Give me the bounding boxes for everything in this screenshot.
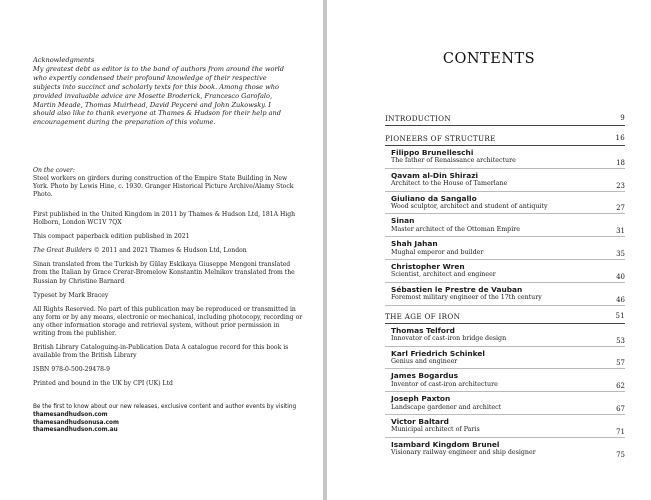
copyright-line [33,247,303,255]
promo-text: Be the first to know about our new releases, exclusive content and author events by visiting [33,404,297,410]
toc-entry-name: Shah Jahan [391,239,438,249]
toc-entry-desc: Scientist, architect and engineer [391,271,496,279]
toc-entry-desc: Municipal architect of Paris [391,426,480,434]
toc-entry-name: Sébastien le Prestre de Vauban [391,284,523,294]
toc-page-number: 67 [616,404,625,413]
toc-page-number: 71 [616,427,625,436]
toc-entry-name: Isambard Kingdom Brunel [391,439,500,449]
toc-page-number: 23 [616,181,625,190]
toc-page-number: 62 [616,382,625,391]
toc-page-number: 46 [616,295,625,304]
imprint [33,211,303,389]
toc-section-label: PIONEERS OF STRUCTURE [385,134,496,143]
toc-entry[interactable] [385,369,625,392]
toc-entry[interactable] [385,324,625,347]
acknowledgments-text: My greatest debt as editor is to the band of authors from around the world who expertly condensed their profound knowledge of their respective subjects into succinct and scholarly texts for this book. Among those who provided invaluable advice are Mosette Broderick, Francesco Garofalo, Martin Meade, Thomas Muirhead, David Peyceré and John Zukowsky. I should also like to thank everyone at Thames & Hudson for their help and encouragement during the preparation of this volume. [33,64,284,127]
toc-entry-desc: Wood sculptor, architect and student of antiquity [391,203,548,211]
toc-entry-name: Filippo Brunelleschi [391,148,474,157]
left-page [0,0,323,500]
cip-data: British Library Cataloguing-in-Publication Data A catalogue record for this book is available from the British Library [33,344,289,360]
toc-page-number: 40 [616,272,625,281]
toc-page-number: 51 [615,311,625,320]
toc-entry-desc: Foremost military engineer of the 17th century [391,294,542,302]
toc-page-number: 9 [620,114,625,122]
toc-page-number: 57 [616,359,625,368]
toc-introduction[interactable] [385,113,625,126]
toc-entry[interactable] [385,146,625,169]
toc-entry-desc: Mughal emperor and builder [391,248,484,256]
toc-entry-name: Qavam al-Din Shirazi [391,170,479,180]
toc-entry-desc: Landscape gardener and architect [391,403,502,411]
toc-page-number: 31 [616,227,625,236]
toc-entry-name: Thomas Telford [391,325,455,335]
copyright-rest: © 2011 and 2021 Thames & Hudson Ltd, London [91,247,247,255]
toc-entry[interactable] [385,438,625,460]
promo-url[interactable]: thamesandhudson.com.au [33,426,118,433]
toc-entry[interactable] [385,237,625,260]
toc-entry-desc: Innovator of cast-iron bridge design [391,335,507,343]
toc-entry-name: Giuliano da Sangallo [391,193,477,203]
toc-entry[interactable] [385,283,625,306]
toc-entry[interactable] [385,192,625,215]
toc-section-label: INTRODUCTION [385,114,451,123]
toc-entry-desc: Inventor of cast-iron architecture [391,380,498,388]
promo-url[interactable]: thamesandhudsonusa.com [33,419,119,426]
translation-credits: Sinan translated from the Turkish by Gülay Eskikaya Giuseppe Mengoni translated from the Italian by Grace Crerar-Bromelow Konstantin Melnikov translated from the Russian by Christine Barnard [33,261,295,285]
copyright-title: The Great Builders [33,247,92,255]
toc-entry-name: Sinan [391,216,415,226]
promo [33,404,303,434]
cover-credit-text: Steel workers on girders during construction of the Empire State Building in New York. Photo by Lewis Hine, c. 1930. Granger Historical Picture Archive/Alamy Stock Photo. [33,175,294,199]
toc-page-number: 16 [615,134,625,142]
first-published: First published in the United Kingdom in 2011 by Thames & Hudson Ltd, 181A High Holborn, London WC1V 7QX [33,211,296,227]
toc-entry-desc: The father of Renaissance architecture [391,157,516,165]
toc-page-number: 27 [616,204,625,213]
toc-entry-desc: Architect to the House of Tamerlane [391,180,508,188]
contents-title: CONTENTS [442,51,536,67]
toc-section-label: THE AGE OF IRON [385,311,461,321]
toc-entry-desc: Genius and engineer [391,357,458,365]
toc-page-number: 75 [616,450,625,459]
cover-credit [33,167,303,199]
cover-credit-heading: On the cover: [33,167,75,174]
toc-section-age-of-iron[interactable] [385,311,625,324]
table-of-contents [385,113,625,460]
isbn: ISBN 978-0-500-29478-9 [33,366,110,374]
acknowledgments-heading: Acknowledgments [33,56,95,64]
toc-entry-desc: Visionary railway engineer and ship designer [391,449,536,457]
paperback-edition: This compact paperback edition published in 2021 [33,233,190,241]
toc-entry-desc: Master architect of the Ottoman Empire [391,225,520,233]
toc-entry[interactable] [385,169,625,192]
toc-entry[interactable] [385,392,625,415]
toc-page-number: 18 [616,158,625,167]
toc-entry-name: Karl Friedrich Schinkel [391,348,485,358]
printer-credit: Printed and bound in the UK by CPI (UK) Ltd [33,380,173,388]
toc-section-pioneers[interactable] [385,133,625,146]
toc-entry-name: Victor Baltard [391,416,449,426]
toc-entry-name: Christopher Wren [391,262,465,272]
rights-statement: All Rights Reserved. No part of this publication may be reproduced or transmitted in any form or by any means, electronic or mechanical, including photocopy, recording or any other information storage and retrieval system, without prior permission in writing from the publisher. [33,305,303,338]
toc-entry-name: James Bogardus [391,371,459,381]
typeset-credit: Typeset by Mark Bracey [33,291,109,299]
promo-url[interactable]: thamesandhudson.com [33,412,108,419]
toc-page-number: 35 [616,250,625,259]
toc-entry[interactable] [385,415,625,438]
acknowledgments [33,56,295,127]
toc-page-number: 53 [616,336,625,345]
right-page [327,0,651,500]
toc-entry[interactable] [385,214,625,237]
toc-entry-name: Joseph Paxton [391,394,451,404]
toc-entry[interactable] [385,347,625,370]
toc-entry[interactable] [385,260,625,283]
